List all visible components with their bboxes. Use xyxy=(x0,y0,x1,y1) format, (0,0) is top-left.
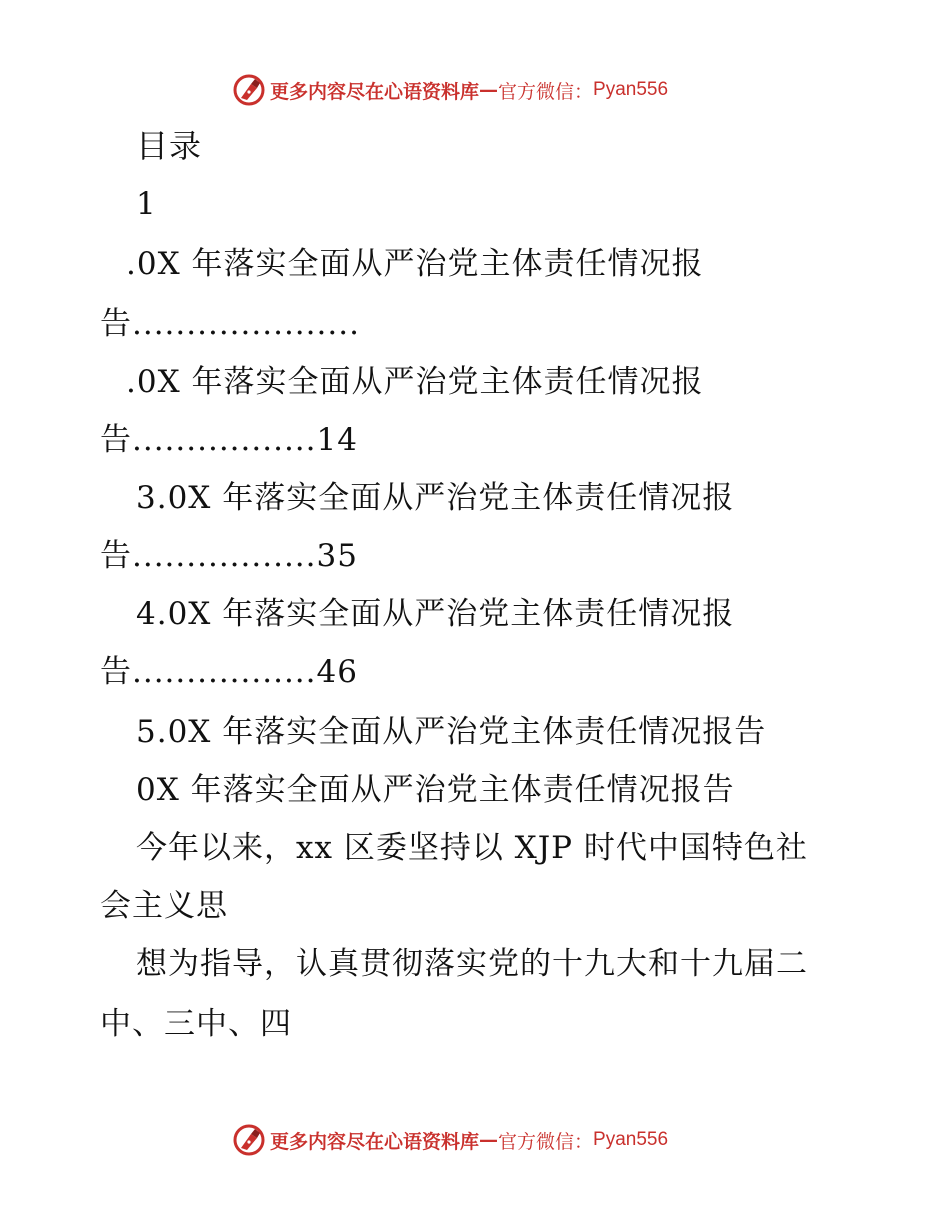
watermark-label: 官方微信： xyxy=(498,80,594,103)
pen-nib-circle-icon xyxy=(232,1123,266,1157)
toc-line: .0X 年落实全面从严治党主体责任情况报 xyxy=(126,246,704,282)
toc-line: .0X 年落实全面从严治党主体责任情况报 xyxy=(126,364,704,400)
watermark-dash: — xyxy=(479,1129,499,1151)
paragraph-line: 今年以来，xx 区委坚持以 XJP 时代中国特色社 xyxy=(136,830,808,866)
report-title: 0X 年落实全面从严治党主体责任情况报告 xyxy=(136,772,735,808)
footer-watermark xyxy=(232,1122,668,1158)
toc-line: 5.0X 年落实全面从严治党主体责任情况报告 xyxy=(136,714,767,750)
watermark-dash: — xyxy=(479,79,499,101)
watermark-label: 官方微信： xyxy=(498,1130,594,1153)
watermark-brand: 更多内容尽在心语资料库 xyxy=(270,80,480,103)
toc-line: 告.................46 xyxy=(100,654,358,690)
toc-line: 告.................35 xyxy=(100,538,358,574)
toc-line: 4.0X 年落实全面从严治党主体责任情况报 xyxy=(136,596,735,632)
toc-title: 目录 xyxy=(136,127,203,165)
paragraph-line: 想为指导，认真贯彻落实党的十九大和十九届二 xyxy=(136,946,808,982)
toc-line: 告.................14 xyxy=(100,422,358,458)
watermark-brand: 更多内容尽在心语资料库 xyxy=(270,1130,480,1153)
toc-line: 1 xyxy=(136,186,157,222)
watermark-account: Pyan556 xyxy=(593,79,669,100)
watermark-account: Pyan556 xyxy=(593,1129,669,1150)
toc-line: 告..................... xyxy=(100,306,360,342)
paragraph-line: 中、三中、四 xyxy=(100,1006,292,1042)
toc-line: 3.0X 年落实全面从严治党主体责任情况报 xyxy=(136,480,735,516)
paragraph-line: 会主义思 xyxy=(100,888,228,924)
